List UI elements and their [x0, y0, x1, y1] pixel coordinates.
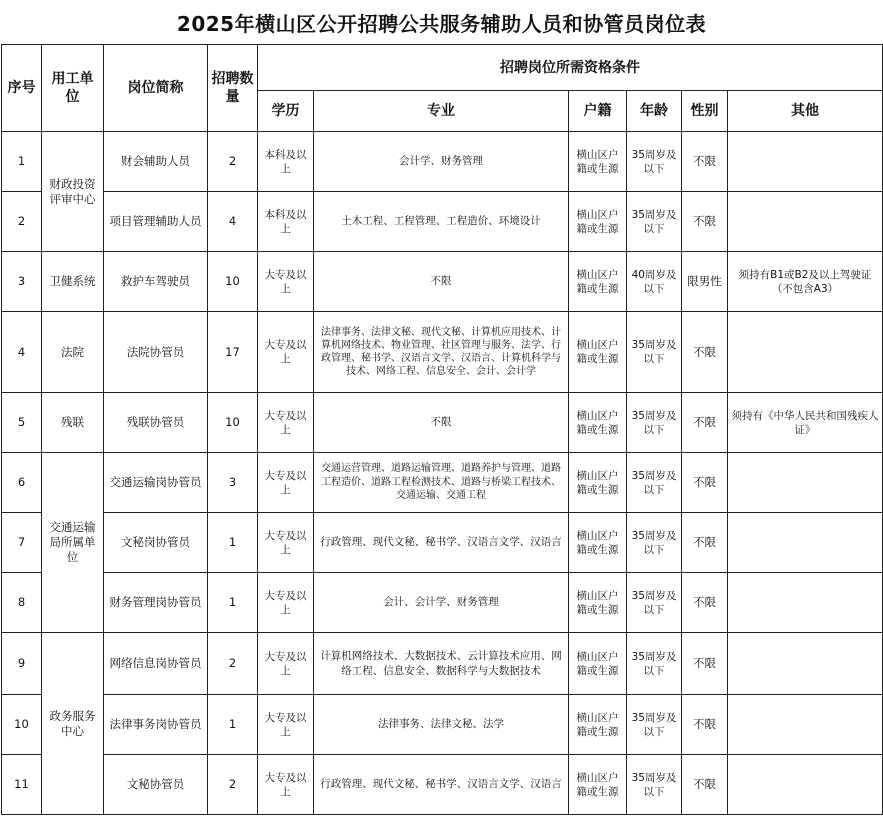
- cell-gender: 不限: [682, 393, 728, 453]
- cell-position: 交通运输岗协管员: [104, 453, 208, 513]
- cell-hukou: 横山区户籍或生源: [569, 132, 627, 192]
- cell-position: 法律事务岗协管员: [104, 695, 208, 755]
- cell-major: 法律事务、法律文秘、法学: [314, 695, 569, 755]
- cell-hukou: 横山区户籍或生源: [569, 695, 627, 755]
- cell-major: 不限: [314, 393, 569, 453]
- cell-seq: 4: [2, 312, 42, 393]
- cell-major: 会计、会计学、财务管理: [314, 573, 569, 633]
- cell-hukou: 横山区户籍或生源: [569, 393, 627, 453]
- cell-count: 10: [208, 252, 258, 312]
- cell-other: 须持有《中华人民共和国残疾人证》: [728, 393, 883, 453]
- cell-age: 35周岁及以下: [627, 192, 682, 252]
- cell-age: 35周岁及以下: [627, 513, 682, 573]
- cell-gender: 不限: [682, 695, 728, 755]
- cell-employer: 法院: [42, 312, 104, 393]
- cell-employer: 交通运输局所属单位: [42, 453, 104, 633]
- cell-age: 35周岁及以下: [627, 453, 682, 513]
- cell-education: 大专及以上: [258, 633, 314, 695]
- cell-gender: 不限: [682, 192, 728, 252]
- cell-other: [728, 573, 883, 633]
- cell-seq: 3: [2, 252, 42, 312]
- cell-employer: 残联: [42, 393, 104, 453]
- cell-position: 残联协管员: [104, 393, 208, 453]
- table-row: [2, 513, 883, 573]
- cell-major: 计算机网络技术、大数据技术、云计算技术应用、网络工程、信息安全、数据科学与大数据技术: [314, 633, 569, 695]
- cell-other: [728, 695, 883, 755]
- cell-seq: 6: [2, 453, 42, 513]
- cell-position: 法院协管员: [104, 312, 208, 393]
- cell-age: 35周岁及以下: [627, 132, 682, 192]
- table-row: [2, 453, 883, 513]
- cell-education: 本科及以上: [258, 192, 314, 252]
- cell-education: 大专及以上: [258, 573, 314, 633]
- cell-seq: 2: [2, 192, 42, 252]
- cell-hukou: 横山区户籍或生源: [569, 252, 627, 312]
- table-row: [2, 252, 883, 312]
- cell-major: 行政管理、现代文秘、秘书学、汉语言文学、汉语言: [314, 513, 569, 573]
- cell-seq: 9: [2, 633, 42, 695]
- cell-age: 35周岁及以下: [627, 573, 682, 633]
- cell-gender: 限男性: [682, 252, 728, 312]
- header-gender: 性别: [682, 91, 728, 132]
- cell-count: 1: [208, 573, 258, 633]
- cell-hukou: 横山区户籍或生源: [569, 755, 627, 815]
- cell-hukou: 横山区户籍或生源: [569, 192, 627, 252]
- cell-education: 本科及以上: [258, 132, 314, 192]
- cell-seq: 10: [2, 695, 42, 755]
- cell-employer: 财政投资评审中心: [42, 132, 104, 252]
- cell-hukou: 横山区户籍或生源: [569, 513, 627, 573]
- table-row: [2, 573, 883, 633]
- cell-other: [728, 192, 883, 252]
- cell-hukou: 横山区户籍或生源: [569, 633, 627, 695]
- cell-other: [728, 513, 883, 573]
- cell-major: 土木工程、工程管理、工程造价、环境设计: [314, 192, 569, 252]
- cell-age: 35周岁及以下: [627, 312, 682, 393]
- cell-major: 不限: [314, 252, 569, 312]
- cell-count: 2: [208, 132, 258, 192]
- cell-hukou: 横山区户籍或生源: [569, 453, 627, 513]
- cell-gender: 不限: [682, 132, 728, 192]
- cell-major: 交通运营管理、道路运输管理、道路养护与管理、道路工程造价、道路工程检测技术、道路与桥梁工程技术、交通运输、交通工程: [314, 453, 569, 513]
- cell-seq: 1: [2, 132, 42, 192]
- cell-major: 行政管理、现代文秘、秘书学、汉语言文学、汉语言: [314, 755, 569, 815]
- cell-age: 35周岁及以下: [627, 695, 682, 755]
- cell-gender: 不限: [682, 633, 728, 695]
- cell-position: 网络信息岗协管员: [104, 633, 208, 695]
- cell-count: 1: [208, 513, 258, 573]
- header-conditions: 招聘岗位所需资格条件: [258, 45, 883, 91]
- cell-age: 35周岁及以下: [627, 633, 682, 695]
- cell-education: 大专及以上: [258, 393, 314, 453]
- cell-age: 35周岁及以下: [627, 393, 682, 453]
- cell-seq: 7: [2, 513, 42, 573]
- cell-education: 大专及以上: [258, 513, 314, 573]
- cell-count: 2: [208, 755, 258, 815]
- cell-gender: 不限: [682, 453, 728, 513]
- cell-employer: 卫健系统: [42, 252, 104, 312]
- cell-age: 40周岁及以下: [627, 252, 682, 312]
- cell-hukou: 横山区户籍或生源: [569, 312, 627, 393]
- cell-gender: 不限: [682, 312, 728, 393]
- cell-major: 法律事务、法律文秘、现代文秘、计算机应用技术、计算机网络技术、物业管理、社区管理与服务、法学、行政管理、秘书学、汉语言文学、汉语言、计算机科学与技术、网络工程、信息安全、会计、会计学: [314, 312, 569, 393]
- cell-seq: 5: [2, 393, 42, 453]
- table-row: [2, 695, 883, 755]
- table-row: [2, 192, 883, 252]
- table-row: [2, 393, 883, 453]
- header-major: 专业: [314, 91, 569, 132]
- header-other: 其他: [728, 91, 883, 132]
- cell-education: 大专及以上: [258, 755, 314, 815]
- cell-education: 大专及以上: [258, 453, 314, 513]
- cell-hukou: 横山区户籍或生源: [569, 573, 627, 633]
- cell-position: 财务管理岗协管员: [104, 573, 208, 633]
- cell-age: 35周岁及以下: [627, 755, 682, 815]
- cell-seq: 11: [2, 755, 42, 815]
- cell-other: [728, 453, 883, 513]
- header-education: 学历: [258, 91, 314, 132]
- cell-major: 会计学、财务管理: [314, 132, 569, 192]
- header-count: 招聘数量: [208, 45, 258, 132]
- cell-other: 须持有B1或B2及以上驾驶证（不包含A3）: [728, 252, 883, 312]
- header-row-1: [2, 45, 883, 91]
- table-row: [2, 312, 883, 393]
- cell-count: 10: [208, 393, 258, 453]
- cell-employer: 政务服务中心: [42, 633, 104, 815]
- cell-position: 文秘协管员: [104, 755, 208, 815]
- header-seq: 序号: [2, 45, 42, 132]
- cell-position: 财会辅助人员: [104, 132, 208, 192]
- cell-seq: 8: [2, 573, 42, 633]
- cell-count: 2: [208, 633, 258, 695]
- header-age: 年龄: [627, 91, 682, 132]
- header-position: 岗位简称: [104, 45, 208, 132]
- cell-education: 大专及以上: [258, 252, 314, 312]
- cell-education: 大专及以上: [258, 312, 314, 393]
- cell-count: 3: [208, 453, 258, 513]
- cell-other: [728, 132, 883, 192]
- cell-gender: 不限: [682, 573, 728, 633]
- cell-count: 17: [208, 312, 258, 393]
- header-hukou: 户籍: [569, 91, 627, 132]
- table-row: [2, 132, 883, 192]
- cell-position: 项目管理辅助人员: [104, 192, 208, 252]
- cell-other: [728, 755, 883, 815]
- cell-count: 1: [208, 695, 258, 755]
- recruitment-table: [1, 44, 883, 815]
- cell-gender: 不限: [682, 513, 728, 573]
- cell-position: 文秘岗协管员: [104, 513, 208, 573]
- cell-other: [728, 633, 883, 695]
- page-title: 2025年横山区公开招聘公共服务辅助人员和协管员岗位表: [176, 11, 707, 36]
- cell-gender: 不限: [682, 755, 728, 815]
- cell-position: 救护车驾驶员: [104, 252, 208, 312]
- cell-education: 大专及以上: [258, 695, 314, 755]
- table-row: [2, 755, 883, 815]
- cell-other: [728, 312, 883, 393]
- header-employer: 用工单位: [42, 45, 104, 132]
- table-row: [2, 633, 883, 695]
- cell-count: 4: [208, 192, 258, 252]
